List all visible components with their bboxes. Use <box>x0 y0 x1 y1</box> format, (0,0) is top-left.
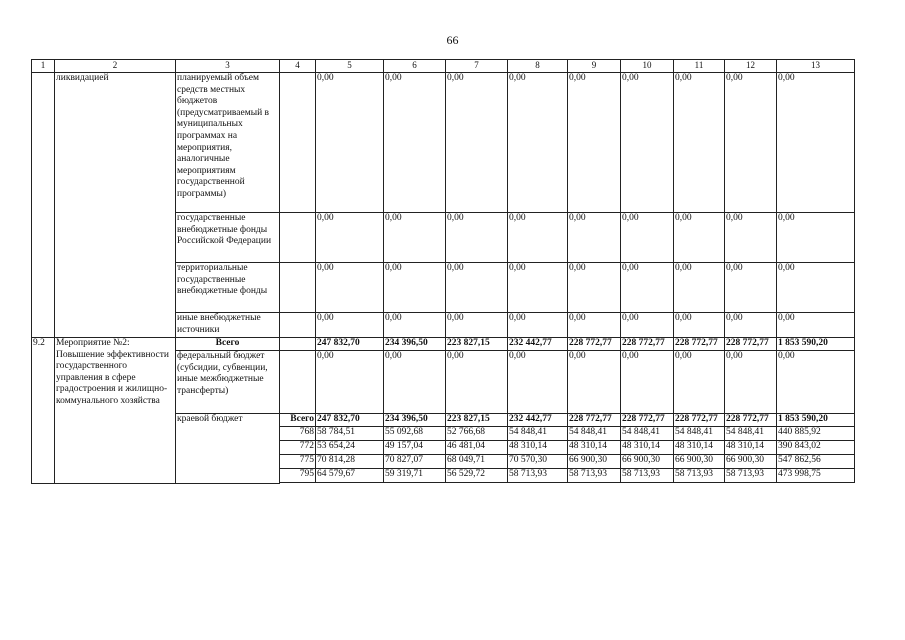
value-cell: 54 848,41 <box>725 427 777 441</box>
value-cell: 64 579,67 <box>316 469 384 483</box>
code-cell: 775 <box>280 455 316 469</box>
value-cell: 0,00 <box>446 313 508 338</box>
value-cell: 0,00 <box>384 73 446 213</box>
measure-name-cell: Мероприятие №2: Повышение эффективности государственного управления в сфере градостроения и жилищно-коммунального хозяйства <box>55 338 176 484</box>
value-cell: 48 310,14 <box>568 441 621 455</box>
value-cell: 0,00 <box>725 351 777 414</box>
value-cell: 58 713,93 <box>621 469 674 483</box>
funding-source-cell: федеральный бюджет (субсидии, субвенции, иные межбюджетные трансферты) <box>176 351 280 414</box>
value-cell: 228 772,77 <box>621 414 674 427</box>
header-cell: 10 <box>621 60 674 73</box>
code-cell <box>280 213 316 263</box>
value-cell: 58 713,93 <box>568 469 621 483</box>
value-cell: 228 772,77 <box>674 414 725 427</box>
code-cell: 768 <box>280 427 316 441</box>
value-cell: 0,00 <box>446 73 508 213</box>
value-cell: 0,00 <box>777 263 855 313</box>
funding-source-cell: краевой бюджет <box>176 414 280 484</box>
header-cell: 3 <box>176 60 280 73</box>
code-cell <box>280 73 316 213</box>
value-cell: 0,00 <box>725 213 777 263</box>
header-cell: 5 <box>316 60 384 73</box>
value-cell: 228 772,77 <box>568 414 621 427</box>
page-number: 66 <box>446 33 459 47</box>
value-cell: 68 049,71 <box>446 455 508 469</box>
value-cell: 0,00 <box>674 73 725 213</box>
header-cell: 12 <box>725 60 777 73</box>
header-cell: 6 <box>384 60 446 73</box>
value-cell: 0,00 <box>674 313 725 338</box>
value-cell: 54 848,41 <box>568 427 621 441</box>
value-cell: 70 570,30 <box>508 455 568 469</box>
value-cell: 0,00 <box>568 351 621 414</box>
value-cell: 0,00 <box>508 263 568 313</box>
value-cell: 0,00 <box>725 73 777 213</box>
code-cell: 795 <box>280 469 316 483</box>
header-cell: 13 <box>777 60 855 73</box>
value-cell: 54 848,41 <box>508 427 568 441</box>
value-cell: 228 772,77 <box>725 338 777 351</box>
value-cell: 53 654,24 <box>316 441 384 455</box>
measure-name-cell: ликвидацией <box>55 73 176 338</box>
value-cell: 232 442,77 <box>508 338 568 351</box>
value-cell: 0,00 <box>446 351 508 414</box>
value-cell: 228 772,77 <box>568 338 621 351</box>
value-cell: 247 832,70 <box>316 338 384 351</box>
value-cell: 58 713,93 <box>725 469 777 483</box>
value-cell: 0,00 <box>446 213 508 263</box>
value-cell: 66 900,30 <box>621 455 674 469</box>
value-cell: 0,00 <box>384 313 446 338</box>
value-cell: 0,00 <box>621 73 674 213</box>
header-row <box>32 60 855 73</box>
value-cell: 0,00 <box>508 313 568 338</box>
header-cell: 4 <box>280 60 316 73</box>
value-cell: 473 998,75 <box>777 469 855 483</box>
value-cell: 228 772,77 <box>621 338 674 351</box>
value-cell: 0,00 <box>508 351 568 414</box>
value-cell: 247 832,70 <box>316 414 384 427</box>
header-cell: 11 <box>674 60 725 73</box>
funding-source-cell: планируемый объем средств местных бюджетов (предусматриваемый в муниципальных программах на мероприятия, аналогичные мероприятиям государственной программы) <box>176 73 280 213</box>
value-cell: 70 827,07 <box>384 455 446 469</box>
total-label-cell: Всего <box>176 338 280 351</box>
value-cell: 56 529,72 <box>446 469 508 483</box>
value-cell: 0,00 <box>568 73 621 213</box>
value-cell: 0,00 <box>777 313 855 338</box>
value-cell: 1 853 590,20 <box>777 414 855 427</box>
value-cell: 228 772,77 <box>725 414 777 427</box>
value-cell: 0,00 <box>316 313 384 338</box>
row-number-cell <box>32 73 55 338</box>
value-cell: 0,00 <box>725 263 777 313</box>
value-cell: 0,00 <box>568 213 621 263</box>
value-cell: 0,00 <box>621 351 674 414</box>
value-cell: 232 442,77 <box>508 414 568 427</box>
code-cell <box>280 263 316 313</box>
value-cell: 0,00 <box>568 313 621 338</box>
value-cell: 0,00 <box>777 213 855 263</box>
value-cell: 58 713,93 <box>508 469 568 483</box>
value-cell: 223 827,15 <box>446 338 508 351</box>
spacer-cell <box>32 483 674 484</box>
value-cell: 0,00 <box>777 73 855 213</box>
value-cell: 0,00 <box>674 213 725 263</box>
value-cell: 234 396,50 <box>384 414 446 427</box>
value-cell: 0,00 <box>446 263 508 313</box>
value-cell: 0,00 <box>384 263 446 313</box>
value-cell: 49 157,04 <box>384 441 446 455</box>
value-cell: 66 900,30 <box>725 455 777 469</box>
funding-source-cell: государственные внебюджетные фонды Российской Федерации <box>176 213 280 263</box>
code-cell: Всего <box>280 414 316 427</box>
value-cell: 0,00 <box>777 351 855 414</box>
value-cell: 0,00 <box>674 351 725 414</box>
value-cell: 0,00 <box>621 263 674 313</box>
value-cell: 0,00 <box>508 213 568 263</box>
value-cell: 0,00 <box>674 263 725 313</box>
value-cell: 55 092,68 <box>384 427 446 441</box>
value-cell: 58 713,93 <box>674 469 725 483</box>
value-cell: 48 310,14 <box>674 441 725 455</box>
value-cell: 66 900,30 <box>568 455 621 469</box>
value-cell: 0,00 <box>568 263 621 313</box>
funding-source-cell: иные внебюджетные источники <box>176 313 280 338</box>
value-cell: 54 848,41 <box>674 427 725 441</box>
value-cell: 52 766,68 <box>446 427 508 441</box>
value-cell: 0,00 <box>316 263 384 313</box>
value-cell: 547 862,56 <box>777 455 855 469</box>
value-cell: 0,00 <box>384 351 446 414</box>
header-cell: 7 <box>446 60 508 73</box>
value-cell: 48 310,14 <box>508 441 568 455</box>
value-cell: 59 319,71 <box>384 469 446 483</box>
table-row <box>32 483 855 484</box>
table-row <box>32 338 855 351</box>
header-cell: 9 <box>568 60 621 73</box>
value-cell: 440 885,92 <box>777 427 855 441</box>
value-cell: 46 481,04 <box>446 441 508 455</box>
code-cell <box>280 313 316 338</box>
value-cell: 390 843,02 <box>777 441 855 455</box>
row-number-cell: 9.2 <box>32 338 55 484</box>
value-cell: 0,00 <box>621 213 674 263</box>
table-row <box>32 73 855 213</box>
value-cell: 54 848,41 <box>621 427 674 441</box>
value-cell: 228 772,77 <box>674 338 725 351</box>
funding-source-cell: территориальные государственные внебюджетные фонды <box>176 263 280 313</box>
value-cell: 0,00 <box>316 213 384 263</box>
value-cell: 0,00 <box>621 313 674 338</box>
value-cell: 234 396,50 <box>384 338 446 351</box>
value-cell: 48 310,14 <box>621 441 674 455</box>
value-cell: 66 900,30 <box>674 455 725 469</box>
value-cell: 1 853 590,20 <box>777 338 855 351</box>
value-cell: 0,00 <box>725 313 777 338</box>
header-cell: 1 <box>32 60 55 73</box>
value-cell: 0,00 <box>508 73 568 213</box>
budget-table <box>31 59 855 484</box>
header-cell: 8 <box>508 60 568 73</box>
value-cell: 0,00 <box>316 73 384 213</box>
code-cell: 772 <box>280 441 316 455</box>
code-cell <box>280 351 316 414</box>
value-cell: 58 784,51 <box>316 427 384 441</box>
value-cell: 0,00 <box>384 213 446 263</box>
value-cell: 223 827,15 <box>446 414 508 427</box>
value-cell: 0,00 <box>316 351 384 414</box>
value-cell: 70 814,28 <box>316 455 384 469</box>
header-cell: 2 <box>55 60 176 73</box>
value-cell: 48 310,14 <box>725 441 777 455</box>
code-cell <box>280 338 316 351</box>
